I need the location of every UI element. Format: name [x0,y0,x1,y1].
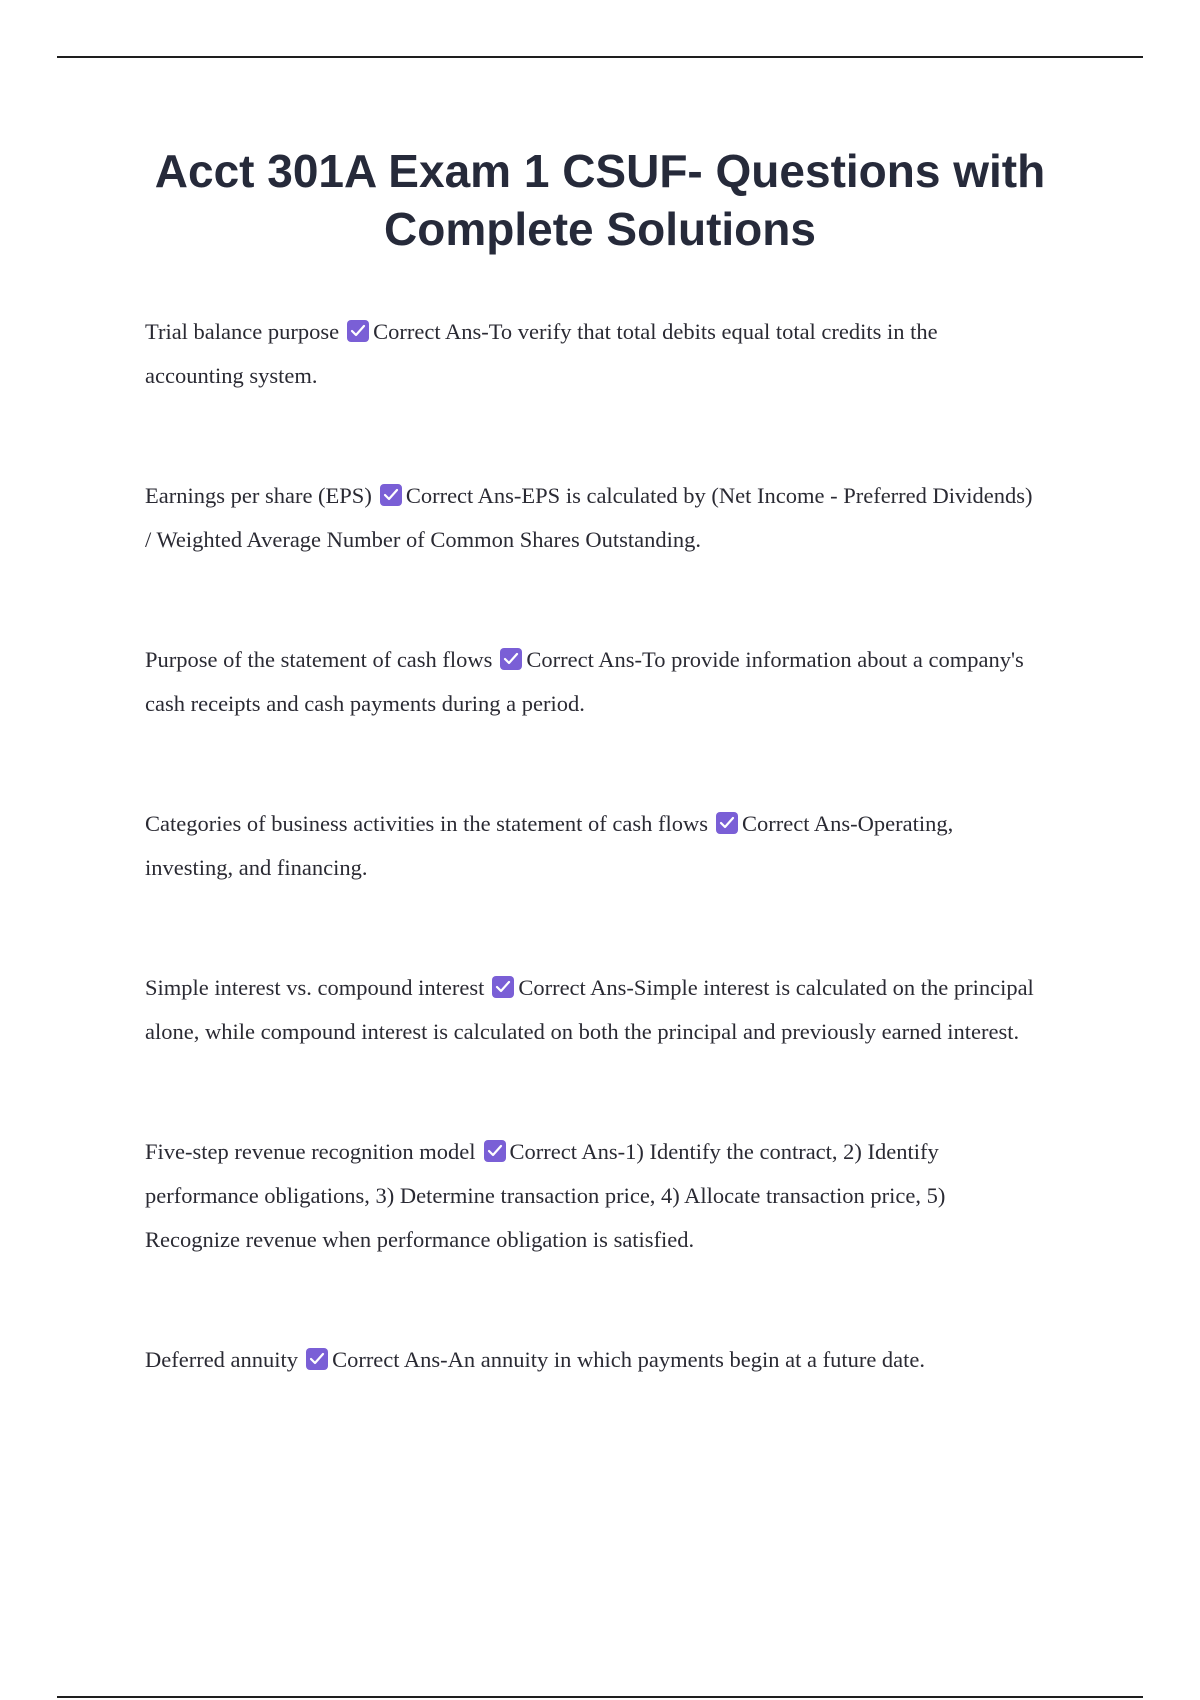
qa-item [145,1130,1035,1262]
answer-text: Correct Ans-To verify that total debits equal total credits in the accounting system. [145,319,938,388]
checkbox-checked-icon [716,812,738,834]
checkbox-checked-icon [347,320,369,342]
qa-item [145,1338,1035,1382]
answer-text: Correct Ans-Operating, investing, and financing. [145,811,954,880]
qa-item [145,474,1035,562]
page-title: Acct 301A Exam 1 CSUF- Questions with Complete Solutions [154,145,1046,255]
checkbox-checked-icon [380,484,402,506]
answer-text: Correct Ans-1) Identify the contract, 2) Identify performance obligations, 3) Determine transaction price, 4) Allocate transaction price, 5) Recognize revenue when performance obligation is satisfied. [145,1139,946,1252]
question-text: Purpose of the statement of cash flows [145,647,493,672]
answer-text: Correct Ans-EPS is calculated by (Net Income - Preferred Dividends) / Weighted Average Number of Common Shares Outstanding. [145,483,1033,552]
question-text: Categories of business activities in the statement of cash flows [145,811,708,836]
qa-list [145,310,1035,1382]
qa-item [145,638,1035,726]
checkbox-checked-icon [500,648,522,670]
checkbox-checked-icon [492,976,514,998]
top-rule [57,56,1143,58]
question-text: Deferred annuity [145,1347,299,1372]
bottom-rule [57,1696,1143,1698]
qa-item [145,802,1035,890]
qa-item [145,310,1035,398]
answer-text: Correct Ans-An annuity in which payments begin at a future date. [332,1347,926,1372]
answer-text: Correct Ans-To provide information about a company's cash receipts and cash payments during a period. [145,647,1024,716]
checkbox-checked-icon [484,1140,506,1162]
question-text: Simple interest vs. compound interest [145,975,485,1000]
question-text: Five-step revenue recognition model [145,1139,476,1164]
answer-text: Correct Ans-Simple interest is calculated on the principal alone, while compound interest is calculated on both the principal and previously earned interest. [145,975,1034,1044]
question-text: Trial balance purpose [145,319,340,344]
qa-item [145,966,1035,1054]
question-text: Earnings per share (EPS) [145,483,372,508]
checkbox-checked-icon [306,1348,328,1370]
